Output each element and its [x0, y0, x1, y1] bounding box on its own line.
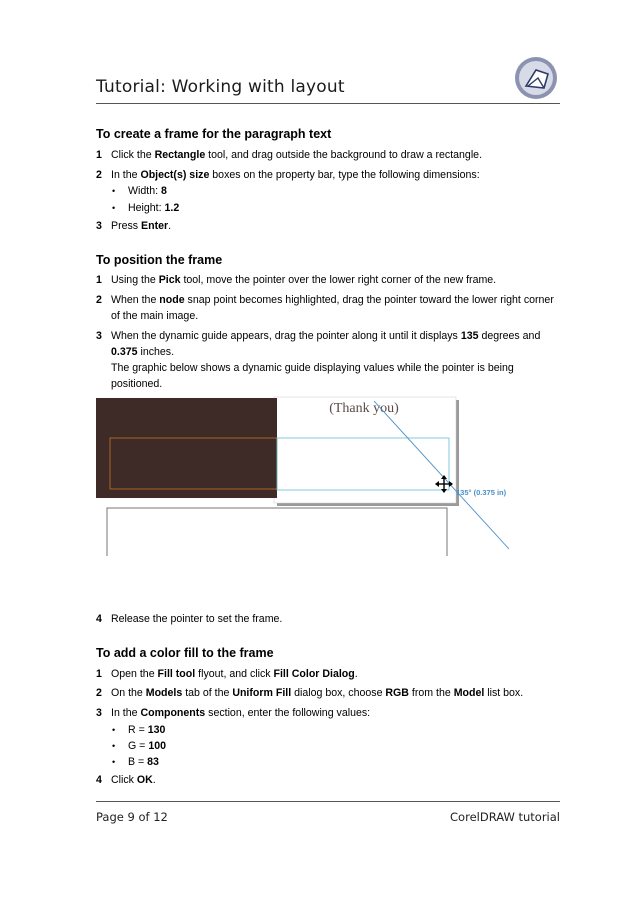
header-divider [96, 103, 560, 104]
step-2-2: 2 When the node snap point becomes highlighted, drag the pointer toward the lower right corner of the main image. [96, 294, 554, 322]
section-heading-position-frame: To position the frame [96, 253, 223, 267]
page-number: Page 9 of 12 [96, 810, 168, 824]
footer-divider [96, 801, 560, 802]
section-heading-color-fill: To add a color fill to the frame [96, 646, 274, 660]
step-3-1: 1 Open the Fill tool flyout, and click Fill Color Dialog. [96, 668, 358, 680]
footer-product: CorelDRAW tutorial [450, 810, 560, 824]
dynamic-guide-figure [96, 396, 526, 556]
card-text: (Thank you) [329, 401, 399, 416]
bullet-width: • Width: 8 [112, 185, 167, 197]
coreldraw-logo-icon [514, 56, 558, 100]
step-2-4: 4 Release the pointer to set the frame. [96, 613, 283, 625]
step-1-3: 3 Press Enter. [96, 220, 172, 232]
step-2-3: 3 When the dynamic guide appears, drag the pointer along it until it displays 135 degrees and 0.375 inches. [96, 330, 541, 358]
dark-panel [96, 398, 277, 498]
bullet-g: • G = 100 [112, 740, 167, 752]
step-2-1: 1 Using the Pick tool, move the pointer over the lower right corner of the new frame. [96, 274, 497, 286]
guide-label: 135° (0.375 in) [456, 488, 507, 497]
section-heading-create-frame: To create a frame for the paragraph text [96, 127, 332, 141]
step-1-2: 2 In the Object(s) size boxes on the property bar, type the following dimensions: [96, 169, 480, 181]
step-2-note: The graphic below shows a dynamic guide displaying values while the pointer is being positioned. [111, 362, 514, 390]
step-3-4: 4 Click OK. [96, 774, 156, 786]
page-header-title: Tutorial: Working with layout [96, 77, 345, 97]
step-1-1: 1 Click the Rectangle tool, and drag outside the background to draw a rectangle. [96, 149, 483, 161]
step-3-3: 3 In the Components section, enter the following values: [96, 707, 371, 719]
bullet-height: • Height: 1.2 [112, 202, 180, 214]
step-3-2: 2 On the Models tab of the Uniform Fill dialog box, choose RGB from the Model list box. [96, 687, 524, 699]
bullet-r: • R = 130 [112, 724, 166, 736]
lower-frame [107, 508, 447, 556]
bullet-b: • B = 83 [112, 756, 159, 768]
